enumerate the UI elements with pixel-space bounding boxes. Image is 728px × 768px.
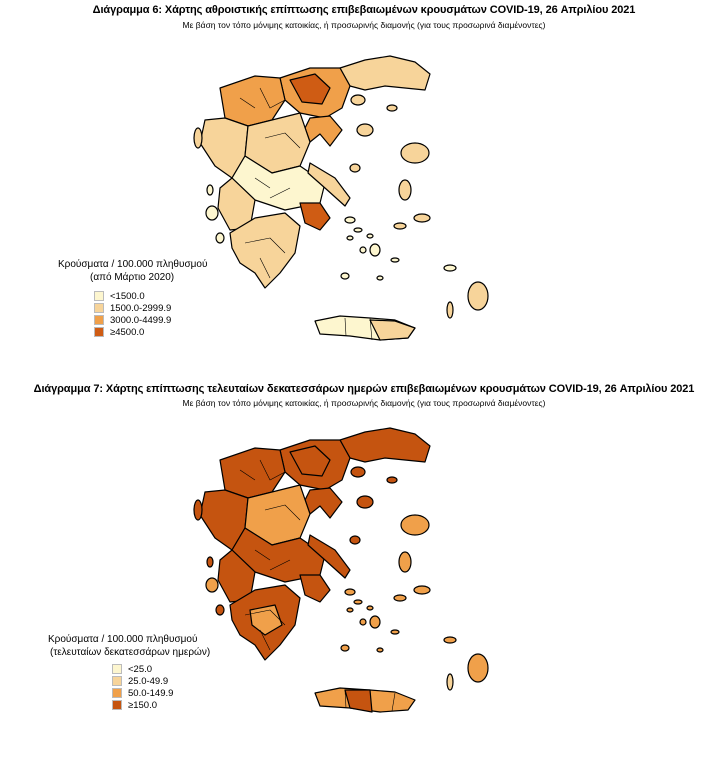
island-karpathos-2: [447, 674, 453, 690]
region-halkidiki-2: [305, 488, 342, 518]
map1-title: Διάγραμμα 6: Χάρτης αθροιστικής επίπτωσης επιβεβαιωμένων κρουσμάτων COVID-19, 26 Απριλίου 2021: [92, 4, 636, 16]
island-kefalonia-2: [206, 578, 218, 592]
island-corfu: [194, 128, 202, 148]
map2-legend-swatch-1: [112, 664, 122, 674]
island-syros: [347, 236, 353, 240]
island-kefalonia: [206, 206, 218, 220]
island-mykonos-2: [367, 606, 373, 610]
map2-legend-swatch-2: [112, 676, 122, 686]
map1-legend-item-1: [94, 290, 207, 302]
island-lefkada-2: [207, 557, 213, 567]
island-samos-2: [414, 586, 430, 594]
island-corfu-2: [194, 500, 202, 520]
island-lemnos: [357, 124, 373, 136]
map1-legend-label-1: <1500.0: [110, 290, 145, 302]
map1-legend-item-2: [94, 302, 207, 314]
island-lemnos-2: [357, 496, 373, 508]
island-rhodes-2: [468, 654, 488, 682]
island-zakynthos: [216, 233, 224, 243]
island-santorini: [377, 276, 383, 280]
island-milos-2: [341, 645, 349, 651]
map2-legend-swatch-4: [112, 700, 122, 710]
island-rhodes: [468, 282, 488, 310]
island-andros: [345, 217, 355, 223]
map2-legend-item-1: [112, 663, 210, 675]
island-tinos-2: [354, 600, 362, 604]
greece-map-14day: [160, 410, 560, 735]
greece-map-cumulative: [160, 38, 560, 363]
island-amorgos-2: [391, 630, 399, 634]
map1-legend-item-3: [94, 314, 207, 326]
map1-legend-title-line2: (από Μάρτιο 2020): [90, 272, 175, 283]
region-west-macedonia: [220, 76, 285, 126]
map1-legend-swatch-2: [94, 303, 104, 313]
island-paros-2: [360, 619, 366, 625]
map1-legend-swatch-3: [94, 315, 104, 325]
island-kos-2: [444, 637, 456, 643]
map2-legend-label-1: <25.0: [128, 663, 153, 675]
island-samothraki: [387, 105, 397, 111]
map2-title: Διάγραμμα 7: Χάρτης επίπτωσης τελευταίων δεκατεσσάρων ημερών επιβεβαιωμένων κρουσμάτων COVID-19, 26 Απριλίου 2021: [33, 383, 695, 395]
region-crete-center-2: [345, 690, 372, 712]
map2-legend-item-3: [112, 687, 210, 699]
map2-legend-item-2: [112, 675, 210, 687]
map2-legend-label-3: 50.0-149.9: [128, 687, 174, 699]
island-skyros: [350, 164, 360, 172]
island-ikaria-2: [394, 595, 406, 601]
island-ikaria: [394, 223, 406, 229]
island-chios-2: [399, 552, 411, 572]
island-naxos: [370, 244, 380, 256]
map1-legend: [58, 258, 207, 338]
region-halkidiki: [305, 116, 342, 146]
map1-legend-item-4: [94, 326, 207, 338]
island-santorini-2: [377, 648, 383, 652]
island-lesvos-2: [401, 515, 429, 535]
island-thasos: [351, 95, 365, 105]
island-skyros-2: [350, 536, 360, 544]
island-kos: [444, 265, 456, 271]
map2-legend-label-4: ≥150.0: [128, 699, 157, 711]
region-attica-2: [300, 575, 330, 602]
island-tinos: [354, 228, 362, 232]
island-amorgos: [391, 258, 399, 262]
map2-legend-title-line1: Κρούσματα / 100.000 πληθυσμού: [48, 634, 198, 645]
map2-legend-item-4: [112, 699, 210, 711]
island-naxos-2: [370, 616, 380, 628]
map2-legend-title-line2: (τελευταίων δεκατεσσάρων ημερών): [50, 647, 211, 658]
island-chios: [399, 180, 411, 200]
region-thrace-2: [340, 428, 430, 462]
island-samos: [414, 214, 430, 222]
region-thrace: [340, 56, 430, 90]
island-samothraki-2: [387, 477, 397, 483]
island-lesvos: [401, 143, 429, 163]
map2-legend-label-2: 25.0-49.9: [128, 675, 169, 687]
island-milos: [341, 273, 349, 279]
island-karpathos: [447, 302, 453, 318]
island-andros-2: [345, 589, 355, 595]
map1-legend-label-2: 1500.0-2999.9: [110, 302, 172, 314]
island-syros-2: [347, 608, 353, 612]
map1-legend-swatch-4: [94, 327, 104, 337]
map1-legend-label-4: ≥4500.0: [110, 326, 145, 338]
map2-legend-swatch-3: [112, 688, 122, 698]
map1-legend-title-line1: Κρούσματα / 100.000 πληθυσμού: [58, 259, 208, 270]
island-thasos-2: [351, 467, 365, 477]
island-mykonos: [367, 234, 373, 238]
map1-legend-label-3: 3000.0-4499.9: [110, 314, 172, 326]
island-paros: [360, 247, 366, 253]
map2-subtitle: Με βάση τον τόπο μόνιμης κατοικίας, ή προσωρινής διαμονής (για τους προσωρινά διαμένοντες): [182, 398, 546, 408]
map2-legend: [48, 633, 210, 711]
region-west-macedonia-2: [220, 448, 285, 498]
island-zakynthos-2: [216, 605, 224, 615]
map1-subtitle: Με βάση τον τόπο μόνιμης κατοικίας, ή προσωρινής διαμονής (για τους προσωρινά διαμένοντες): [182, 20, 546, 30]
region-attica: [300, 203, 330, 230]
island-lefkada: [207, 185, 213, 195]
map1-legend-swatch-1: [94, 291, 104, 301]
